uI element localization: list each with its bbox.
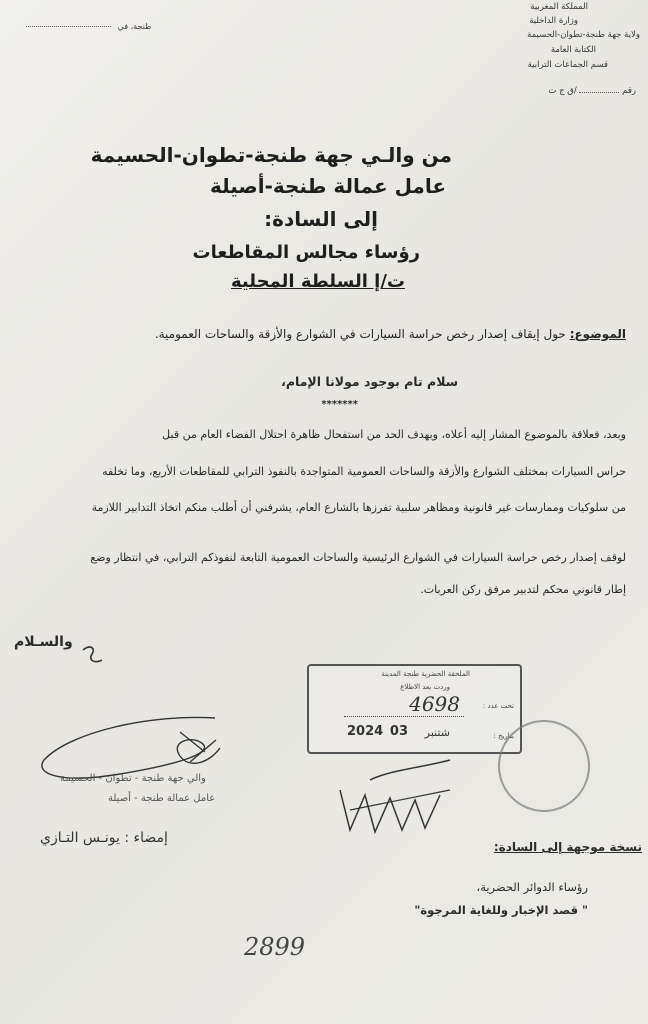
date-blank-line [26,26,111,27]
closing-salutation: والسـلام [14,634,73,650]
reference-label: رقم [622,86,636,96]
body-line-5: إطار قانوني محكم لتدبير مرفق ركن العربات. [420,583,626,596]
subject-label: الموضوع: [569,327,626,341]
greeting: سلام تام بوجود مولانا الإمام، [281,374,458,389]
reference-line [548,86,636,96]
addressee-heading: إلى السادة: [264,207,378,231]
body-line-3: من سلوكيات وممارسات غير قانونية ومظاهر سلبية تفرزها بالشارع العام، يشرفني أن أطلب منكم اتخاذ التدابير اللازمة [91,501,626,514]
copy-line-2: " قصد الإخبار وللغاية المرجوة" [414,903,588,917]
wilaya-label: ولاية جهة طنجة-تطوان-الحسيمة [527,30,640,40]
copy-heading: نسخة موجهة إلى السادة: [493,840,642,854]
subject-line [155,327,626,341]
round-seal-stamp [498,720,590,812]
signature-line-1: والي جهة طنجة - تطوان - الحسيمة [60,773,206,784]
via-authority-title: ت/إ السلطة المحلية [231,271,405,292]
subject-text: حول إيقاف إصدار رخص حراسة السيارات في الشوارع والأزقة والساحات العمومية. [154,327,566,341]
handwritten-number: 2899 [244,933,306,961]
body-line-4: لوقف إصدار رخص حراسة السيارات في الشوارع الرئيسية والساحات العمومية التابعة لنفوذكم الترابي، في انتظار وضع [90,551,626,564]
copy-line-1: رؤساء الدوائر الحضرية، [476,880,588,894]
stamp-number-line [344,716,464,717]
closing-flourish [80,644,106,666]
reference-code: /ق ج ت [548,86,577,96]
reception-stamp [307,664,522,754]
body-line-2: حراس السيارات بمختلف الشوارع والأزقة والساحات العمومية المتواجدة بالنفوذ الترابي للمقاطعات الأربع، وما تخلفه [102,465,626,478]
recipients-title: رؤساء مجالس المقاطعات [192,242,420,263]
stamp-number: 4698 [409,692,460,716]
kingdom-label: المملكة المغربية [530,2,588,12]
signature-line-2: عامل عمالة طنجة - أصيلة [108,793,216,804]
place-date-label: طنجة، في [117,22,152,31]
body-line-1: وبعد، فعلاقة بالموضوع المشار إليه أعلاه، وبهدف الحد من استفحال ظاهرة احتلال الفضاء العام من قبل [162,428,626,441]
stamp-year: 2024 [347,724,384,739]
secretariat-label: الكتابة العامة [550,45,596,55]
division-label: قسم الجماعات الترابية [527,60,608,70]
sender-title: من والـي جهة طنجة-تطوان-الحسيمة [90,143,452,167]
signature-name: إمضاء : يونـس التـازي [40,830,168,846]
ministry-label: وزارة الداخلية [529,16,578,26]
stamp-month: شتنبر [424,726,450,739]
place-date [26,22,151,31]
stamp-day: 03 [389,724,408,739]
stamp-number-label: تحت عدد : [482,702,514,710]
stamp-received: وردت بعد الاطلاع [400,683,450,691]
governor-title: عامل عمالة طنجة-أصيلة [209,174,446,198]
reference-blank [579,92,619,93]
separator-stars: ******* [321,399,358,410]
stamp-date-label: بتاريخ : [493,732,514,740]
stamp-office: الملحقة الحضرية طنجة المدينة [381,670,470,678]
stamp-signature-scribble [330,750,490,840]
